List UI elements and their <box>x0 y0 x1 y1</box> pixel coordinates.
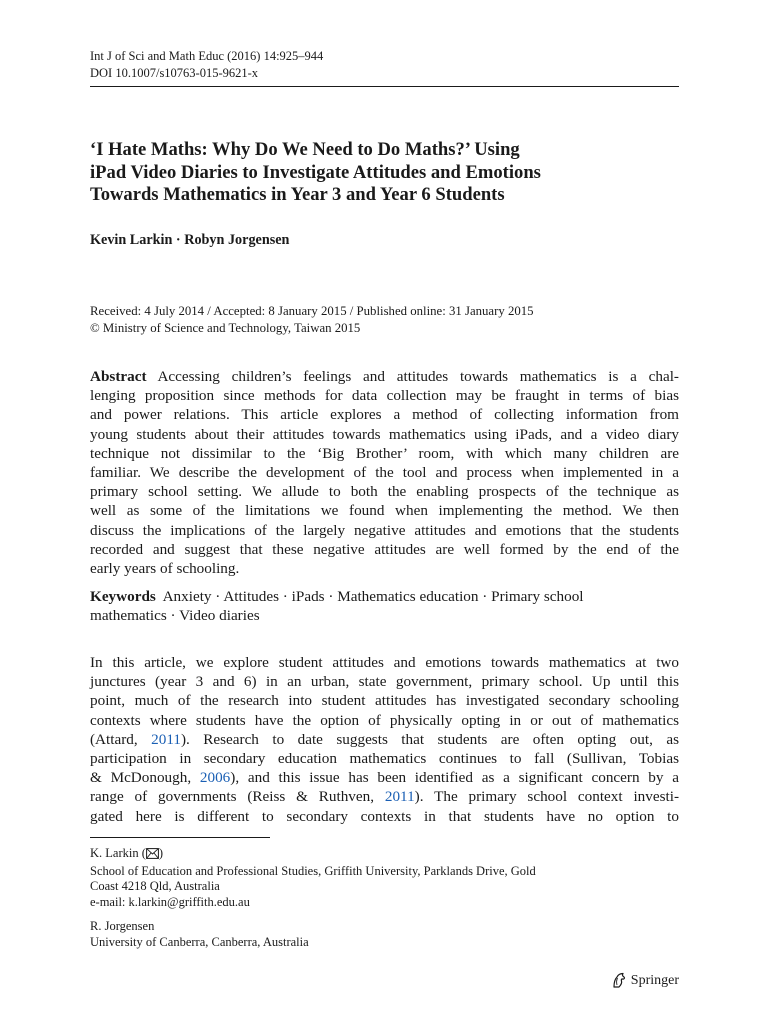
journal-doi[interactable]: DOI 10.1007/s10763-015-9621-x <box>90 65 259 80</box>
body-line: contexts where students have the option of physically opting in or out of mathematics <box>90 711 679 729</box>
body-text-fragment: ), and this issue has been identified as a significant concern by a <box>230 769 679 787</box>
body-line: participation in secondary education mathematics continues to fall (Sullivan, Tobias <box>90 749 679 767</box>
keywords-line: mathematics · Video diaries <box>90 607 260 625</box>
springer-horse-icon <box>611 972 627 989</box>
abstract-line: primary school setting. We allude to both the enabling prospects of the technique as <box>90 483 679 501</box>
author-list: Kevin Larkin · Robyn Jorgensen <box>90 232 290 248</box>
citation-link[interactable]: 2011 <box>384 788 415 806</box>
abstract-line: young students about their attitudes towards mathematics using iPads, and a video diary <box>90 425 679 443</box>
abstract-line: and power relations. This article explores a method of collecting information from <box>90 406 679 424</box>
paper-page <box>90 0 679 1024</box>
footnote-author-name: R. Jorgensen <box>90 919 155 933</box>
keywords-label: Keywords <box>90 588 156 605</box>
keywords-line <box>90 587 679 606</box>
footnote-affiliation: Coast 4218 Qld, Australia <box>90 879 220 893</box>
publisher-name: Springer <box>630 972 679 988</box>
journal-header <box>90 48 323 81</box>
footnote-affiliation: School of Education and Professional Studies, Griffith University, Parklands Drive, Gold <box>90 863 536 878</box>
footnote-name-line <box>90 846 536 864</box>
abstract <box>90 367 679 578</box>
title-line: Towards Mathematics in Year 3 and Year 6 Students <box>90 184 505 205</box>
author-affiliation-jorgensen <box>90 919 309 950</box>
abstract-label: Abstract <box>90 368 147 385</box>
title-line: iPad Video Diaries to Investigate Attitudes and Emotions <box>90 161 541 183</box>
abstract-line: lenging proposition since methods for data collection may be fraught in terms of bias <box>90 387 679 405</box>
journal-citation: Int J of Sci and Math Educ (2016) 14:925–944 <box>90 49 324 63</box>
abstract-first-line: Accessing children’s feelings and attitudes towards mathematics is a chal- <box>157 368 679 385</box>
footnote-author-name: K. Larkin ( <box>90 846 146 860</box>
citation-link[interactable]: 2011 <box>151 730 181 748</box>
body-text-fragment: range of governments (Reiss & Ruthven, <box>90 788 385 806</box>
publisher-logo <box>611 972 679 989</box>
body-line: junctures (year 3 and 6) in an urban, state government, primary school. Up until this <box>90 673 679 691</box>
keywords-list: Anxiety · Attitudes · iPads · Mathematics education · Primary school <box>162 588 584 605</box>
article-history <box>90 303 534 336</box>
abstract-line: well as some of the limitations we found when implementing the method. We then <box>90 502 679 520</box>
body-text-fragment: ). The primary school context investi- <box>414 788 679 806</box>
header-rule <box>90 86 679 87</box>
body-line: gated here is different to secondary contexts in that students have no option to <box>90 807 679 825</box>
body-line: In this article, we explore student attitudes and emotions towards mathematics at two <box>90 654 679 671</box>
body-line: point, much of the research into student attitudes has investigated secondary schooling <box>90 692 679 710</box>
body-text <box>90 653 679 826</box>
author-affiliation-larkin <box>90 846 536 910</box>
envelope-icon[interactable] <box>146 848 159 864</box>
history-dates: Received: 4 July 2014 / Accepted: 8 January 2015 / Published online: 31 January 2015 <box>90 304 534 318</box>
footnote-email[interactable]: e-mail: k.larkin@griffith.edu.au <box>90 894 250 909</box>
citation-link[interactable]: 2006 <box>199 769 231 787</box>
footnote-affiliation: University of Canberra, Canberra, Australia <box>90 934 309 949</box>
body-text-fragment: & McDonough, <box>90 769 200 787</box>
body-line <box>90 730 679 749</box>
abstract-line <box>90 367 679 386</box>
abstract-line: discuss the implications of the largely negative attitudes and emotions that the students <box>90 521 679 539</box>
body-text-fragment: (Attard, <box>90 730 152 748</box>
body-line <box>90 787 679 806</box>
abstract-line: recorded and suggest that these negative attitudes are well formed by the end of the <box>90 540 679 558</box>
abstract-line: familiar. We describe the development of the tool and process when implemented in a <box>90 463 679 481</box>
footnote-author-name-close: ) <box>158 846 164 860</box>
footnote-rule <box>90 837 270 838</box>
title-line: ‘I Hate Maths: Why Do We Need to Do Maths?’ Using <box>90 139 520 160</box>
body-text-fragment: ). Research to date suggests that students are often opting out, as <box>180 730 680 748</box>
abstract-line: early years of schooling. <box>90 559 240 577</box>
body-line <box>90 768 679 787</box>
keywords <box>90 587 679 625</box>
abstract-line: technique not dissimilar to the ‘Big Brother’ room, with which many children are <box>90 444 679 462</box>
copyright-notice: © Ministry of Science and Technology, Taiwan 2015 <box>90 320 361 335</box>
paper-title <box>90 139 679 207</box>
